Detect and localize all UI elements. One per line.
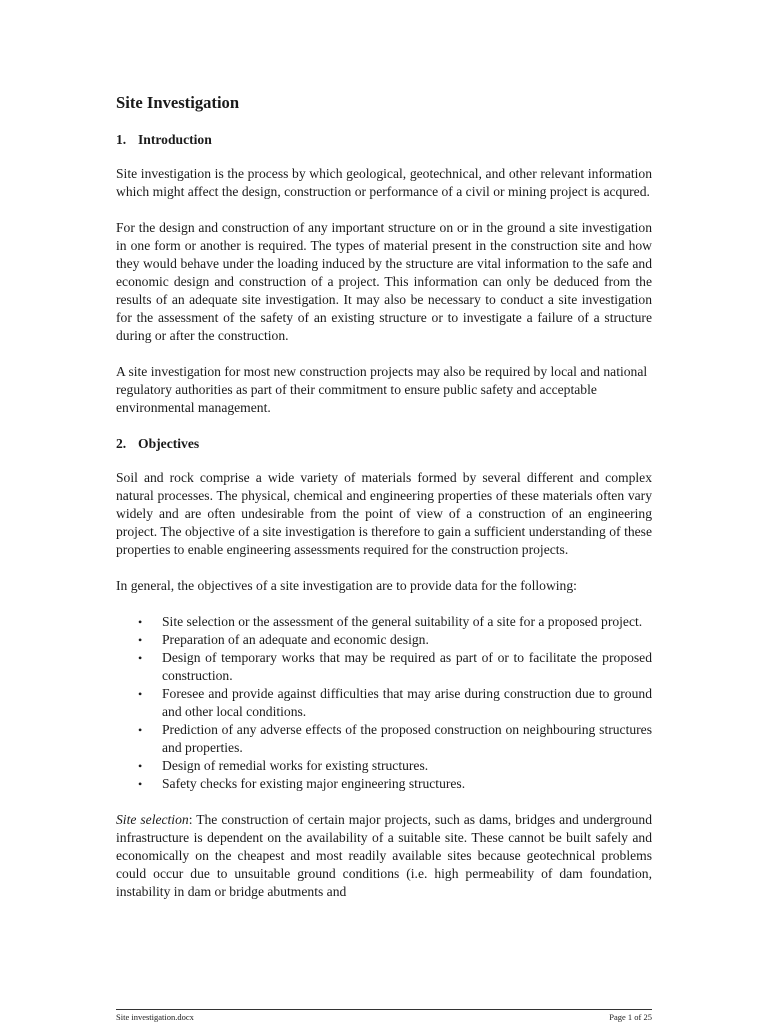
bullet-icon: • (138, 633, 143, 647)
list-item-text: Preparation of an adequate and economic design. (162, 632, 429, 647)
section-heading-objectives (116, 435, 652, 453)
intro-paragraph-2: For the design and construction of any important structure on or in the ground a site investigation in one form or another is required. The types of material present in the construction site and how they would behave under the loading induced by the structure are vital information to the safe and economic design and construction of a project. This information can only be deduced from the results of an adequate site investigation. It may also be necessary to conduct a site investigation for the assessment of the safety of an existing structure or to investigate a failure of a structure during or after the construction. (116, 220, 652, 343)
section-number: 2. (116, 436, 127, 451)
footer-page-number: Page 1 of 25 (609, 1012, 652, 1022)
list-item (116, 631, 652, 649)
section-heading-text: Objectives (138, 436, 200, 451)
intro-paragraph-1: Site investigation is the process by which geological, geotechnical, and other relevant information which might affect the design, construction or performance of a civil or mining project is acqured. (116, 166, 652, 199)
bullet-icon: • (138, 777, 143, 791)
intro-paragraph-3: A site investigation for most new construction projects may also be required by local and national regulatory authorities as part of their commitment to ensure public safety and acceptable environmental management. (116, 364, 648, 415)
list-item-text: Prediction of any adverse effects of the proposed construction on neighbouring structures and properties. (162, 722, 652, 755)
site-selection-lead: Site selection (116, 812, 189, 827)
page-title: Site Investigation (116, 93, 240, 112)
bullet-icon: • (138, 687, 143, 701)
section-heading-introduction (116, 131, 652, 149)
list-item (116, 775, 652, 793)
list-item-text: Safety checks for existing major engineering structures. (162, 776, 466, 791)
bullet-icon: • (138, 651, 143, 665)
section-heading-text: Introduction (138, 132, 212, 147)
list-item-text: Design of temporary works that may be required as part of or to facilitate the proposed construction. (162, 650, 652, 683)
list-item (116, 685, 652, 721)
footer-filename: Site investigation.docx (116, 1012, 194, 1022)
bullet-icon: • (138, 615, 143, 629)
list-item-text: Site selection or the assessment of the general suitability of a site for a proposed project. (162, 614, 643, 629)
list-item-text: Foresee and provide against difficulties that may arise during construction due to ground and other local conditions. (162, 686, 652, 719)
page-content (116, 92, 652, 919)
page-footer (116, 1009, 652, 1023)
site-selection-paragraph (116, 811, 652, 901)
objectives-paragraph-1: Soil and rock comprise a wide variety of materials formed by several different and complex natural processes. The physical, chemical and engineering properties of these materials often vary widely and are often undesirable from the point of view of a construction of an engineering project. The objective of a site investigation is therefore to gain a sufficient understanding of these properties to enable engineering assessments required for the construction projects. (116, 470, 652, 557)
list-item (116, 649, 652, 685)
bullet-icon: • (138, 723, 143, 737)
list-item (116, 757, 652, 775)
objectives-paragraph-2: In general, the objectives of a site investigation are to provide data for the following: (116, 578, 577, 593)
bullet-icon: • (138, 759, 143, 773)
list-item (116, 613, 652, 631)
section-number: 1. (116, 132, 127, 147)
list-item (116, 721, 652, 757)
site-selection-text: : The construction of certain major projects, such as dams, bridges and underground infrastructure is dependent on the availability of a suitable site. These cannot be built safely and economically on the cheapest and most readily available sites because geotechnical problems could occur due to unsuitable ground conditions (i.e. high permeability of dam foundation, instability in dam or bridge abutments and (116, 812, 652, 899)
list-item-text: Design of remedial works for existing structures. (162, 758, 429, 773)
objectives-list (116, 613, 652, 793)
